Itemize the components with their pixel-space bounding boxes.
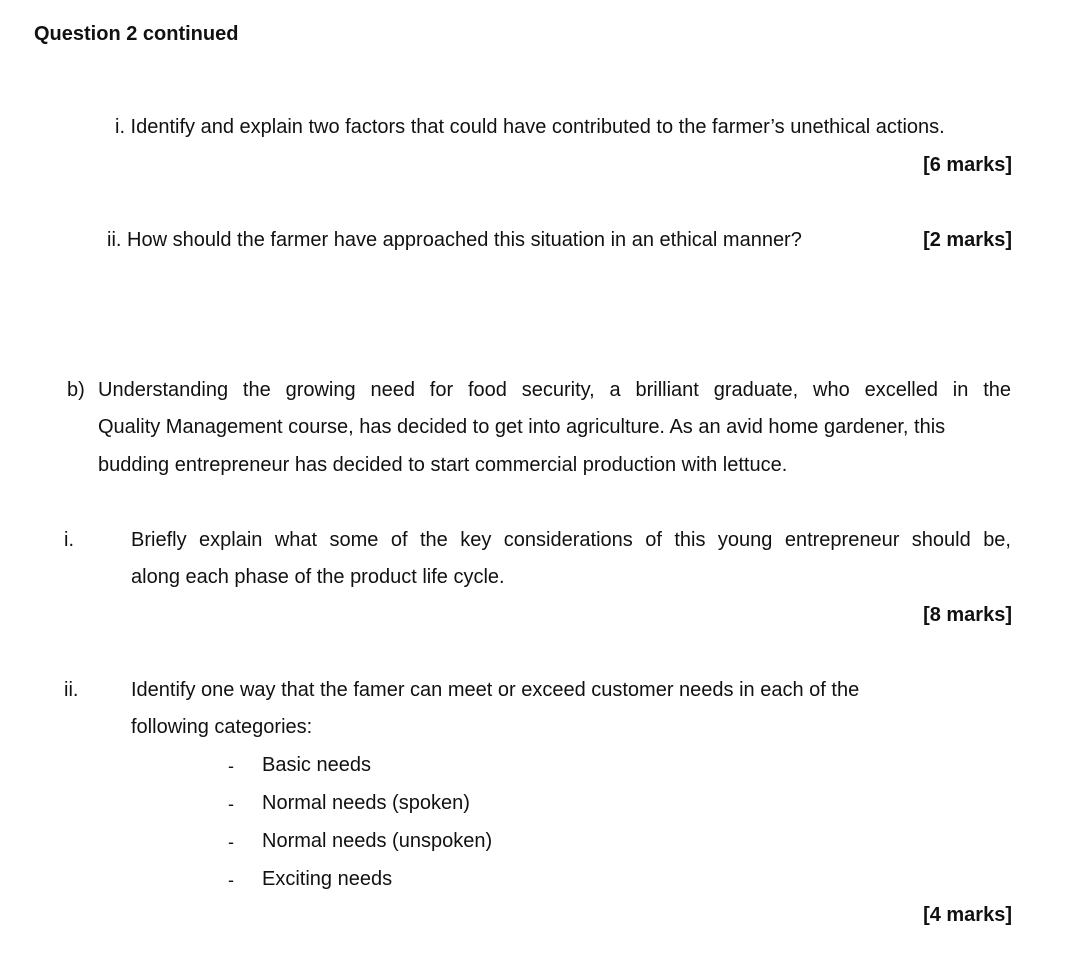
question-b-i-text-line: along each phase of the product life cycle. xyxy=(131,566,505,588)
bullet-dash: - xyxy=(228,794,234,814)
bullet-dash: - xyxy=(228,870,234,890)
question-a-ii-text: ii. How should the farmer have approached this situation in an ethical manner? xyxy=(107,229,802,251)
section-heading: Question 2 continued xyxy=(34,23,239,45)
question-b-text-line: Quality Management course, has decided to get into agriculture. As an avid home gardener, this xyxy=(98,416,946,438)
bullet-dash: - xyxy=(228,756,234,776)
question-b-ii-marks: [4 marks] xyxy=(923,904,1012,926)
bullet-dash: - xyxy=(228,832,234,852)
question-b-i-number: i. xyxy=(64,529,74,551)
need-category-item: Normal needs (spoken) xyxy=(262,792,470,814)
question-b-ii-text-line: following categories: xyxy=(131,716,313,738)
question-b-ii-text-line: Identify one way that the famer can meet or exceed customer needs in each of the xyxy=(131,679,860,701)
question-b-label: b) xyxy=(67,379,85,401)
question-a-i-marks: [6 marks] xyxy=(923,154,1012,176)
question-b-i-text-line: Briefly explain what some of the key considerations of this young entrepreneur should be, xyxy=(131,529,1011,551)
need-category-item: Basic needs xyxy=(262,754,371,776)
question-b-i-marks: [8 marks] xyxy=(923,604,1012,626)
question-a-i-text: i. Identify and explain two factors that could have contributed to the farmer’s unethical actions. xyxy=(115,116,945,138)
question-a-ii-marks: [2 marks] xyxy=(923,229,1012,251)
need-category-item: Normal needs (unspoken) xyxy=(262,830,493,852)
question-b-text-line: budding entrepreneur has decided to start commercial production with lettuce. xyxy=(98,454,788,476)
question-b-text-line: Understanding the growing need for food security, a brilliant graduate, who excelled in the xyxy=(98,379,1011,401)
question-b-ii-number: ii. xyxy=(64,679,79,701)
need-category-item: Exciting needs xyxy=(262,868,393,890)
